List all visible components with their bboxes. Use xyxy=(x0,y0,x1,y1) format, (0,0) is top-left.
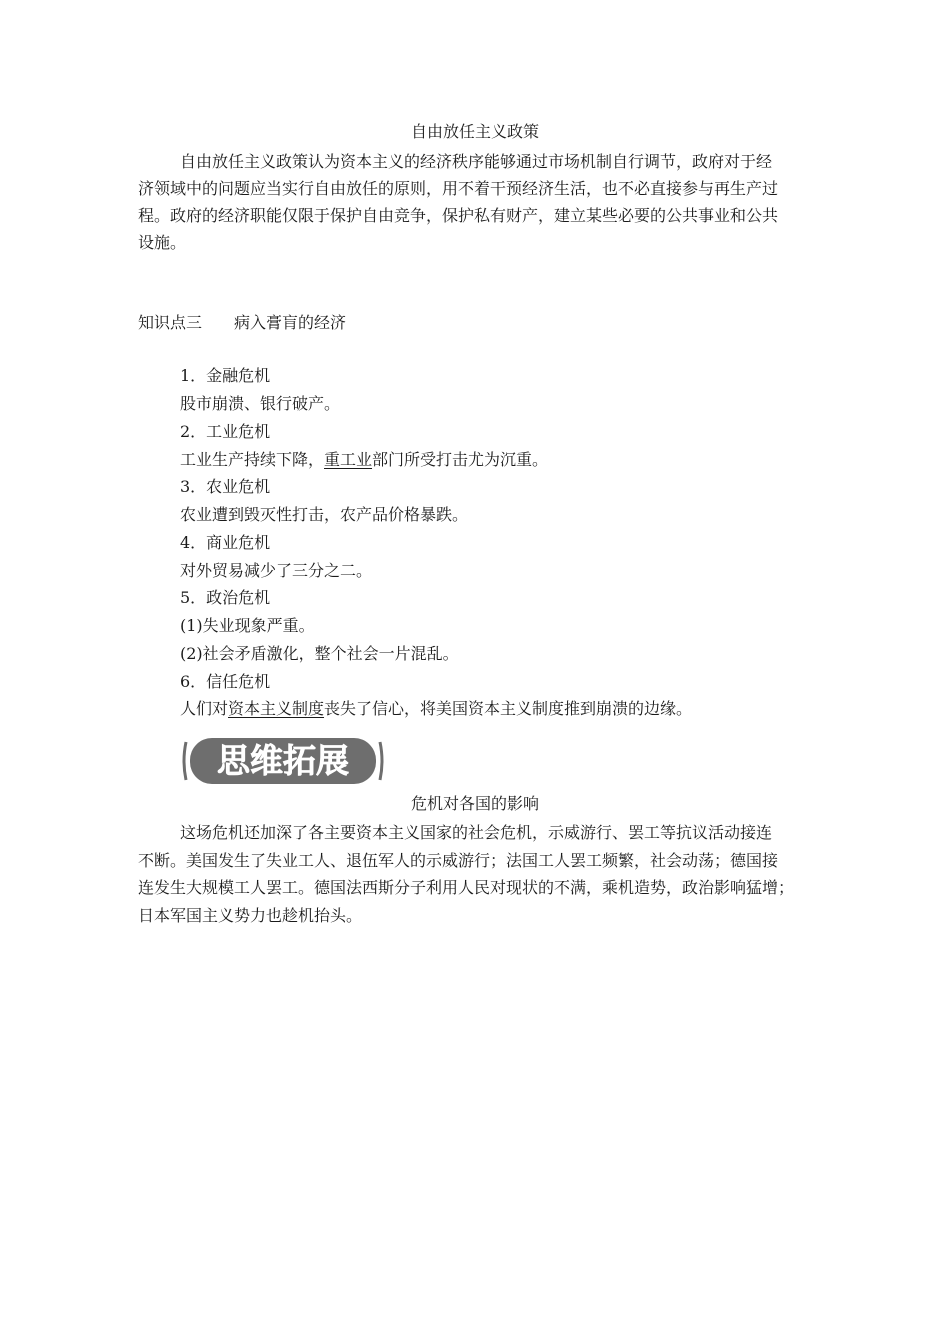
item-heading: 4．商业危机 xyxy=(180,533,271,552)
item-heading: 2．工业危机 xyxy=(180,422,271,441)
item-heading: 1．金融危机 xyxy=(180,366,271,385)
item-text: 对外贸易减少了三分之二。 xyxy=(180,561,373,580)
knowledge-point-title: 病入膏肓的经济 xyxy=(234,313,347,332)
item-subpoint: (1)失业现象严重。 xyxy=(180,616,315,635)
paragraph-line: 自由放任主义政策认为资本主义的经济秩序能够通过市场机制自行调节，政府对于经 xyxy=(180,152,773,171)
paragraph-line: 这场危机还加深了各主要资本主义国家的社会危机，示威游行、罢工等抗议活动接连 xyxy=(180,823,773,842)
item-text: 农业遭到毁灭性打击，农产品价格暴跌。 xyxy=(180,505,469,524)
item-heading: 5．政治危机 xyxy=(180,588,271,607)
underlined-term: 重工业 xyxy=(324,450,373,469)
underlined-term: 资本主义制度 xyxy=(228,699,325,718)
item-heading: 3．农业危机 xyxy=(180,477,271,496)
paragraph-line: 济领域中的问题应当实行自由放任的原则，用不着干预经济生活，也不必直接参与再生产过 xyxy=(138,179,779,198)
knowledge-point-label: 知识点三 xyxy=(138,313,203,332)
paragraph-line: 不断。美国发生了失业工人、退伍军人的示威游行；法国工人罢工频繁，社会动荡；德国接 xyxy=(138,851,779,870)
item-subpoint: (2)社会矛盾激化，整个社会一片混乱。 xyxy=(180,644,459,663)
text-segment: 工业生产持续下降， xyxy=(180,450,325,469)
text-segment: 人们对 xyxy=(180,699,229,718)
text-segment: 部门所受打击尤为沉重。 xyxy=(372,450,549,469)
item-text xyxy=(180,449,870,471)
paragraph-line: 日本军国主义势力也趁机抬头。 xyxy=(138,906,363,925)
section-title-crisis-impact: 危机对各国的影响 xyxy=(410,794,539,813)
paragraph-line: 设施。 xyxy=(138,233,187,252)
text-segment: 丧失了信心，将美国资本主义制度推到崩溃的边缘。 xyxy=(324,699,693,718)
item-text: 股市崩溃、银行破产。 xyxy=(180,394,341,413)
section-title-laissez-faire: 自由放任主义政策 xyxy=(410,122,539,141)
item-text xyxy=(180,698,870,720)
paragraph-line: 连发生大规模工人罢工。德国法西斯分子利用人民对现状的不满，乘机造势，政治影响猛增； xyxy=(138,878,795,897)
knowledge-point-heading xyxy=(138,312,828,334)
badge-label: 思维拓展 xyxy=(217,741,349,780)
item-heading: 6．信任危机 xyxy=(180,672,271,691)
thinking-expansion-badge xyxy=(180,734,386,788)
paragraph-line: 程。政府的经济职能仅限于保护自由竞争，保护私有财产，建立某些必要的公共事业和公共 xyxy=(138,206,779,225)
